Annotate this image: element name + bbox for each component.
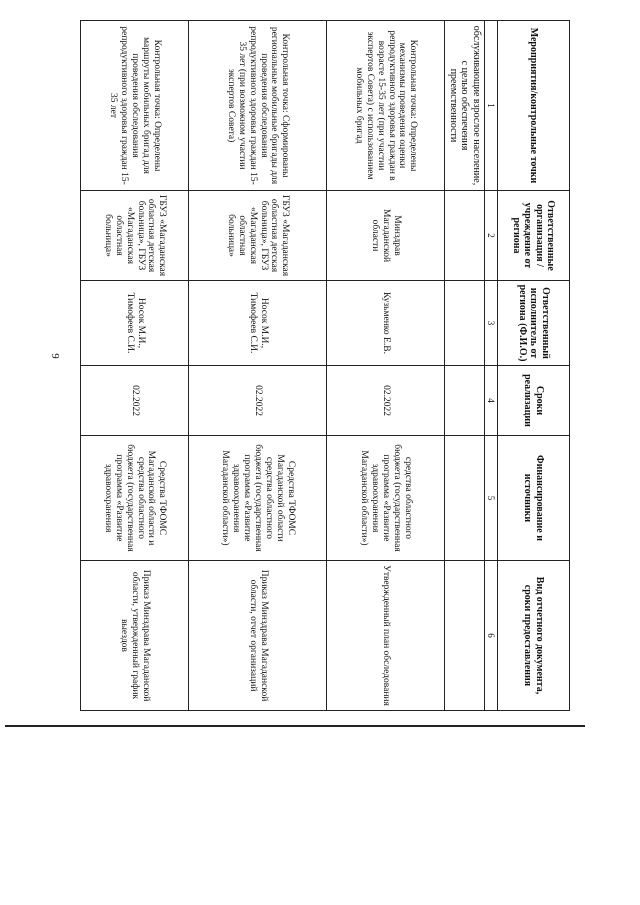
measure-cell: Контрольная точка: Сформированы региональные мобильные бригады для проведения обследования репродуктивного здоровья граждан 15-35 лет (при возможном участии экспертов Совета) <box>189 21 327 191</box>
header-deadline: Сроки реализации <box>498 366 570 436</box>
table-row <box>81 21 189 711</box>
executor-cell: Носок М.И., Тимофеев С.И. <box>81 281 189 366</box>
deadline-cell: 02.2022 <box>327 366 445 436</box>
column-number: 5 <box>484 436 497 561</box>
measure-cell: Контрольная точка: Определены маршруты мобильных бригад для проведения обследования репродуктивного здоровья граждан 15-35 лет <box>81 21 189 191</box>
deadline-cell: 02.2022 <box>189 366 327 436</box>
column-number: 3 <box>484 281 497 366</box>
header-report: Вид отчетного документа, сроки предоставления <box>498 561 570 711</box>
column-number-row <box>484 21 497 711</box>
financing-cell: Средства ТФОМС Магаданской области средства областного бюджета (государственная программа «Развитие здравоохранения Магаданской области») <box>189 436 327 561</box>
organization-cell: ГБУЗ «Магаданская областная детская больница», ГБУЗ «Магаданская областная больница» <box>81 191 189 281</box>
rotated-table-container <box>100 20 570 710</box>
report-cell: Приказ Минздрава Магаданской области, утвержденный график выездов <box>81 561 189 711</box>
table-row <box>189 21 327 711</box>
report-cell: Приказ Минздрава Магаданской области, отчет организаций <box>189 561 327 711</box>
continuation-row <box>445 21 485 711</box>
page-divider <box>5 725 585 727</box>
organization-cell: ГБУЗ «Магаданская областная детская больница», ГБУЗ «Магаданская областная больница» <box>189 191 327 281</box>
header-organization: Ответственные организация / учреждение от региона <box>498 191 570 281</box>
column-number: 6 <box>484 561 497 711</box>
continuation-text: обслуживающие взрослое население, с целью обеспечения преемственности <box>445 21 485 191</box>
executor-cell: Носок М.И., Тимофеев С.И. <box>189 281 327 366</box>
measure-cell: Контрольная точка: Определены механизмы проведения оценки репродуктивного здоровья граждан в возрасте 15-35 лет (при участии экспертов Совета) с использованием мобильных бригад <box>327 21 445 191</box>
financing-cell: Средства ТФОМС Магаданской области и средства областного бюджета (государственная программа «Развитие здравоохранения <box>81 436 189 561</box>
financing-cell: средства областного бюджета (государственная программа «Развитие здравоохранения Магаданской области») <box>327 436 445 561</box>
report-cell: Утвержденный план обследования <box>327 561 445 711</box>
column-number: 2 <box>484 191 497 281</box>
deadline-cell: 02.2022 <box>81 366 189 436</box>
header-financing: Финансирование и источники <box>498 436 570 561</box>
executor-cell: Кузьменко Е.В. <box>327 281 445 366</box>
organization-cell: Минздрав Магаданской области <box>327 191 445 281</box>
header-measures: Мероприятия/контрольные точки <box>498 21 570 191</box>
column-number: 1 <box>484 21 497 191</box>
page-number: 9 <box>48 353 61 359</box>
header-executor: Ответственный исполнитель от региона (Ф.И.О.) <box>498 281 570 366</box>
table-row <box>327 21 445 711</box>
activities-table <box>80 20 570 711</box>
column-number: 4 <box>484 366 497 436</box>
header-row <box>498 21 570 711</box>
